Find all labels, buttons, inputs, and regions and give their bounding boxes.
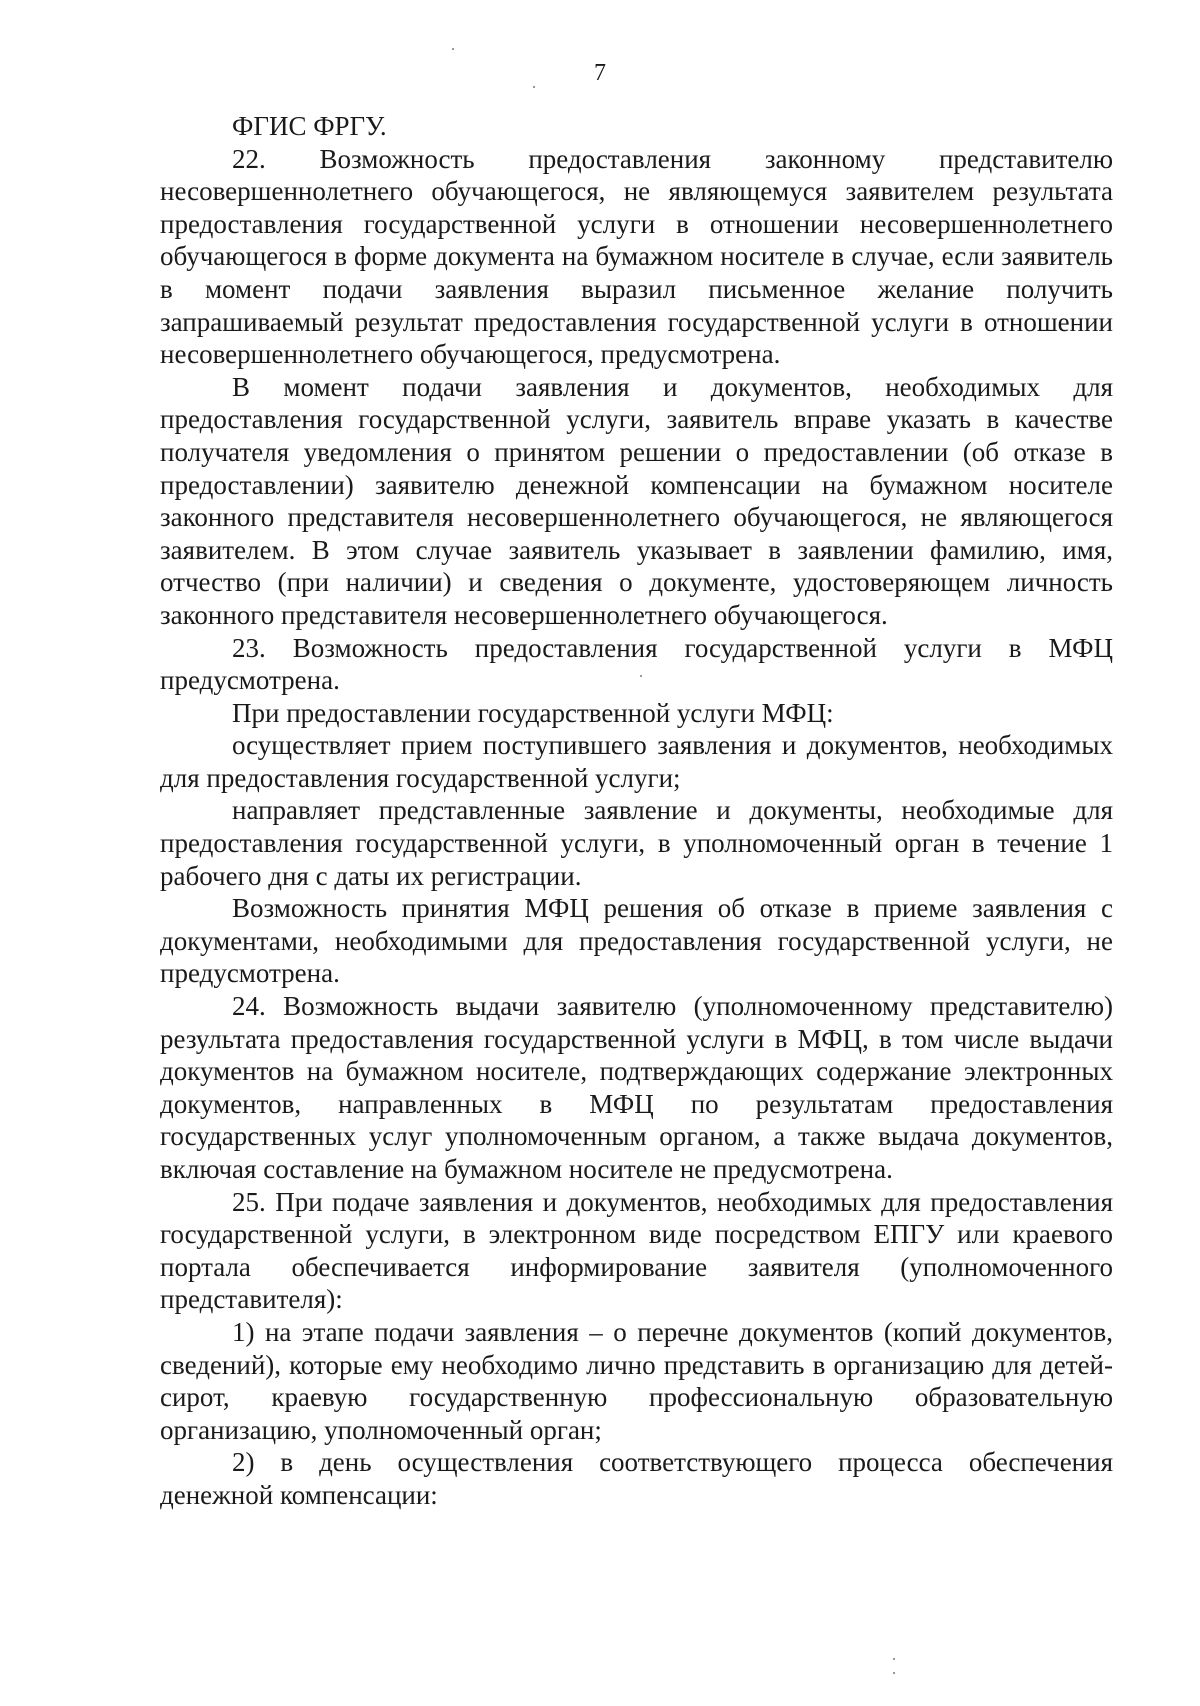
paragraph-fgis: ФГИС ФРГУ. xyxy=(232,111,387,141)
paragraph-23-mfc-intro: При предоставлении государственной услуги МФЦ: xyxy=(232,697,834,728)
page-number: 7 xyxy=(594,60,606,86)
paragraph-23: 23. Возможность предоставления государственной услуги в МФЦ предусмотрена. xyxy=(160,632,1113,696)
scan-speck xyxy=(640,675,642,677)
scan-speck xyxy=(893,1658,895,1660)
scan-speck xyxy=(452,48,454,50)
scan-speck xyxy=(533,86,535,88)
paragraph-23-forwards: направляет представленные заявление и документы, необходимые для предоставления государственной услуги, в уполномоченный орган в течение 1 рабочего дня с даты их регистрации. xyxy=(160,795,1113,891)
paragraph-23-refusal: Возможность принятия МФЦ решения об отказе в приеме заявления с документами, необходимыми для предоставления государственной услуги, не предусмотрена. xyxy=(160,893,1113,989)
paragraph-24: 24. Возможность выдачи заявителю (уполномоченному представителю) результата предоставления государственной услуги в МФЦ, в том числе выдачи документов на бумажном носителе, подтверждающих содержание электронных документов, направленных в МФЦ по результатам предоставления государственных услуг уполномоченным органом, а также выдача документов, включая составление на бумажном носителе не предусмотрена. xyxy=(160,991,1113,1184)
scan-speck xyxy=(893,1672,895,1674)
document-body xyxy=(160,110,1113,1512)
paragraph-25-item-2: 2) в день осуществления соответствующего процесса обеспечения денежной компенсации: xyxy=(160,1447,1113,1510)
paragraph-22: 22. Возможность предоставления законному представителю несовершеннолетнего обучающегося, не являющемуся заявителем результата предоставления государственной услуги в отношении несовершеннолетнего обучающегося в форме документа на бумажном носителе в случае, если заявитель в момент подачи заявления выразил письменное желание получить запрашиваемый результат предоставления государственной услуги в отношении несовершеннолетнего обучающегося, предусмотрена. xyxy=(160,143,1113,370)
paragraph-25: 25. При подаче заявления и документов, необходимых для предоставления государственной услуги, в электронном виде посредством ЕПГУ или краевого портала обеспечивается информирование заявителя (уполномоченного представителя): xyxy=(160,1186,1113,1315)
paragraph-25-item-1: 1) на этапе подачи заявления – о перечне документов (копий документов, сведений), которые ему необходимо лично представить в организацию для детей-сирот, краевую государственную профессиональную образовательную организацию, уполномоченный орган; xyxy=(160,1316,1113,1445)
paragraph-22-recipient: В момент подачи заявления и документов, необходимых для предоставления государственной услуги, заявитель вправе указать в качестве получателя уведомления о принятом решении о предоставлении (об отказе в предоставлении) заявителю денежной компенсации на бумажном носителе законного представителя несовершеннолетнего обучающегося, не являющегося заявителем. В этом случае заявитель указывает в заявлении фамилию, имя, отчество (при наличии) и сведения о документе, удостоверяющем личность законного представителя несовершеннолетнего обучающегося. xyxy=(160,371,1113,630)
paragraph-23-receives: осуществляет прием поступившего заявления и документов, необходимых для предоставления государственной услуги; xyxy=(160,730,1113,793)
